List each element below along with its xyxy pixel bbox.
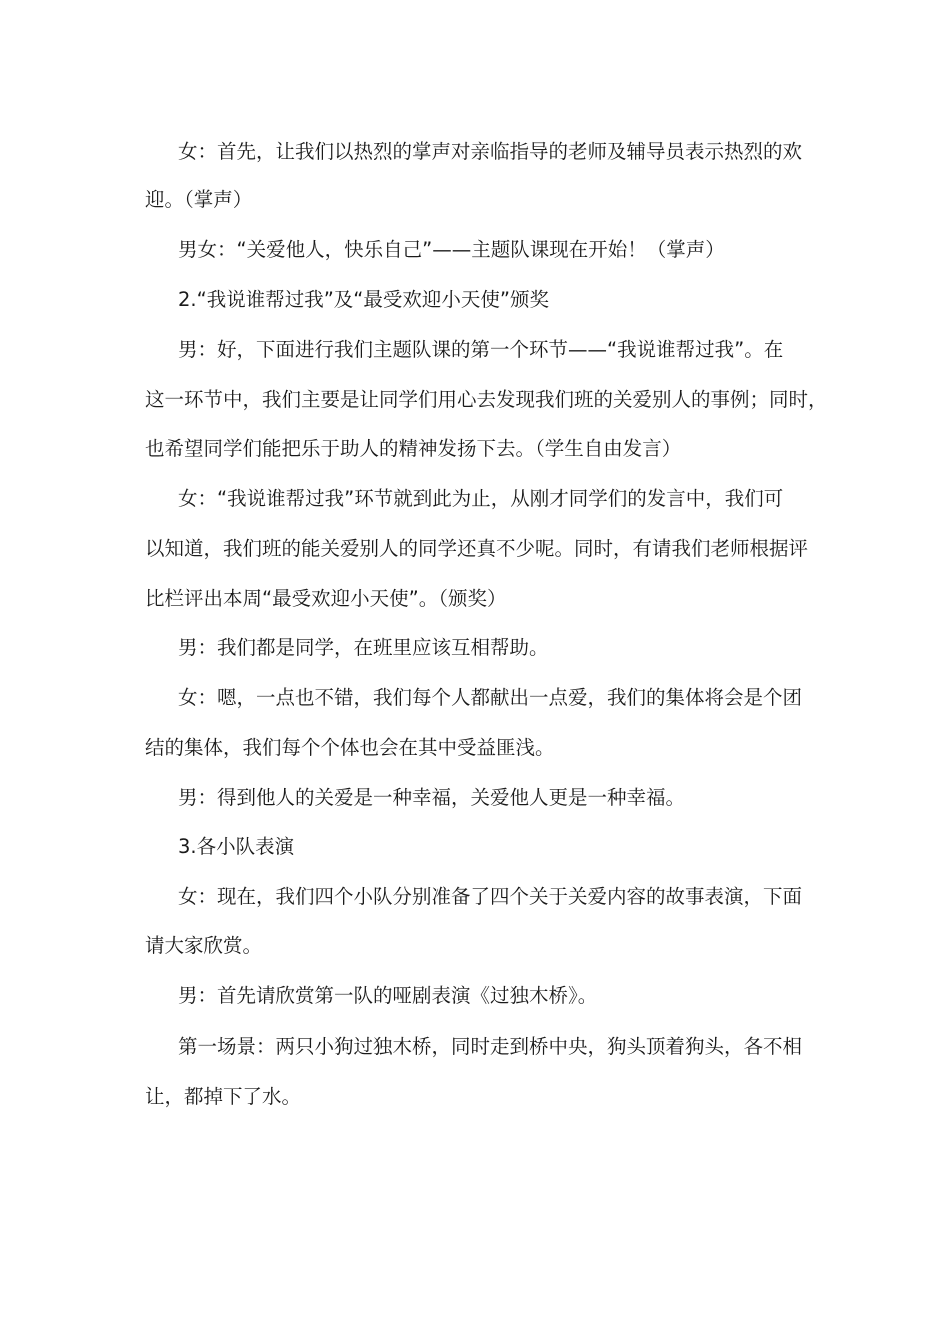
paragraph-line: 女：现在，我们四个小队分别准备了四个关于关爱内容的故事表演，下面 bbox=[178, 885, 803, 908]
paragraph-line: 男：得到他人的关爱是一种幸福，关爱他人更是一种幸福。 bbox=[178, 786, 686, 809]
paragraph-line: 让，都掉下了水。 bbox=[145, 1085, 302, 1108]
section-heading: 3.各小队表演 bbox=[178, 835, 295, 858]
paragraph-line: 第一场景：两只小狗过独木桥，同时走到桥中央，狗头顶着狗头，各不相 bbox=[178, 1035, 803, 1058]
paragraph-line: 比栏评出本周“最受欢迎小天使”。（颁奖） bbox=[145, 587, 507, 610]
paragraph-line: 男：我们都是同学，在班里应该互相帮助。 bbox=[178, 636, 549, 659]
paragraph-line: 女：首先，让我们以热烈的掌声对亲临指导的老师及辅导员表示热烈的欢 bbox=[178, 140, 803, 163]
paragraph-line: 请大家欣赏。 bbox=[145, 934, 263, 957]
paragraph-line: 也希望同学们能把乐于助人的精神发扬下去。（学生自由发言） bbox=[145, 437, 682, 460]
paragraph-line: 女：“我说谁帮过我”环节就到此为止，从刚才同学们的发言中，我们可 bbox=[178, 487, 784, 510]
paragraph-line: 男女：“关爱他人，快乐自己”——主题队课现在开始！（掌声） bbox=[178, 238, 725, 261]
paragraph-line: 这一环节中，我们主要是让同学们用心去发现我们班的关爱别人的事例；同时， bbox=[145, 388, 828, 411]
paragraph-line: 女：嗯，一点也不错，我们每个人都献出一点爱，我们的集体将会是个团 bbox=[178, 686, 803, 709]
paragraph-line: 男：好，下面进行我们主题队课的第一个环节——“我说谁帮过我”。在 bbox=[178, 338, 784, 361]
paragraph-line: 男：首先请欣赏第一队的哑剧表演《过独木桥》。 bbox=[178, 984, 598, 1007]
paragraph-line: 迎。（掌声） bbox=[145, 188, 253, 211]
section-heading: 2.“我说谁帮过我”及“最受欢迎小天使”颁奖 bbox=[178, 288, 550, 311]
paragraph-line: 结的集体，我们每个个体也会在其中受益匪浅。 bbox=[145, 736, 555, 759]
paragraph-line: 以知道，我们班的能关爱别人的同学还真不少呢。同时，有请我们老师根据评 bbox=[145, 537, 809, 560]
